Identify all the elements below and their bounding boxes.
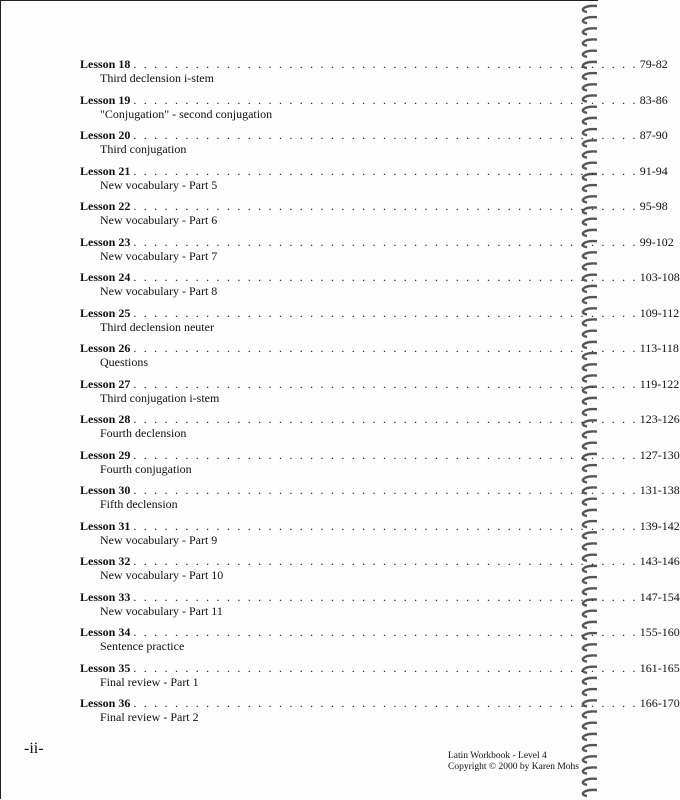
spiral-coil xyxy=(583,543,597,549)
lesson-label: Lesson 31 xyxy=(80,518,131,533)
toc-line xyxy=(80,270,680,284)
page-range: 109-112 xyxy=(639,305,680,320)
spiral-binding xyxy=(569,0,599,800)
page-range: 95-98 xyxy=(639,199,668,213)
spiral-coil xyxy=(583,151,597,157)
spiral-coil xyxy=(583,499,597,505)
dot-leader: . . . . . . . . . . . . . . . . . . . . . . . . . . . . . . . . . . . . . . . . . . . . . . . . . xyxy=(133,518,638,533)
toc-entry xyxy=(80,341,679,377)
toc-line xyxy=(80,57,668,71)
dot-leader: . . . . . . . . . . . . . . . . . . . . . . . . . . . . . . . . . . . . . . . . . . . . . . . . . xyxy=(133,270,638,284)
dot-leader: . . . . . . . . . . . . . . . . . . . . . . . . . . . . . . . . . . . . . . . . . . . . . . . . . xyxy=(133,696,638,710)
spiral-coil xyxy=(583,331,597,337)
lesson-title: New vocabulary - Part 8 xyxy=(100,284,218,298)
spiral-coil xyxy=(583,364,597,370)
dot-leader: . . . . . . . . . . . . . . . . . . . . . . . . . . . . . . . . . . . . . . . . . . . . . . . . . xyxy=(133,376,638,391)
toc-entry xyxy=(80,234,674,271)
lesson-label: Lesson 35 xyxy=(80,660,131,675)
toc-entry xyxy=(80,412,680,448)
toc-entry xyxy=(80,447,680,484)
toc-entry xyxy=(80,270,680,306)
page-range: 83-86 xyxy=(639,92,668,107)
lesson-title: New vocabulary - Part 9 xyxy=(100,532,218,547)
lesson-title: Fifth declension xyxy=(100,497,178,511)
table-of-contents xyxy=(80,57,680,732)
toc-entry xyxy=(80,625,680,661)
spiral-coil xyxy=(583,84,597,90)
lesson-label: Lesson 23 xyxy=(80,234,131,249)
lesson-label: Lesson 36 xyxy=(80,696,131,710)
spiral-coil xyxy=(583,734,597,740)
dot-leader: . . . . . . . . . . . . . . . . . . . . . . . . . . . . . . . . . . . . . . . . . . . . . . . . . xyxy=(133,57,638,71)
toc-line xyxy=(80,376,680,391)
dot-leader: . . . . . . . . . . . . . . . . . . . . . . . . . . . . . . . . . . . . . . . . . . . . . . . . . xyxy=(133,483,638,497)
lesson-title: New vocabulary - Part 7 xyxy=(100,248,218,263)
lesson-title: Final review - Part 1 xyxy=(100,674,199,689)
toc-entry xyxy=(80,554,680,590)
toc-entry xyxy=(80,199,668,235)
spiral-coil xyxy=(583,476,597,482)
spiral-coil xyxy=(583,118,597,124)
toc-line xyxy=(80,234,674,249)
page-range: 131-138 xyxy=(639,483,680,497)
lesson-title: New vocabulary - Part 6 xyxy=(100,213,218,227)
spiral-coil xyxy=(583,73,597,79)
footer xyxy=(448,751,579,773)
lesson-label: Lesson 29 xyxy=(80,447,131,462)
toc-line xyxy=(80,128,668,142)
toc-line xyxy=(80,92,668,107)
book-title: Latin Workbook - Level 4 xyxy=(448,751,547,761)
lesson-title: New vocabulary - Part 5 xyxy=(100,177,218,192)
page-range: 91-94 xyxy=(639,163,668,178)
dot-leader: . . . . . . . . . . . . . . . . . . . . . . . . . . . . . . . . . . . . . . . . . . . . . . . . . xyxy=(133,341,638,355)
spiral-coil xyxy=(583,252,597,258)
toc-line xyxy=(80,412,680,426)
toc-line xyxy=(80,483,680,497)
spiral-coil xyxy=(583,756,597,762)
lesson-label: Lesson 26 xyxy=(80,341,131,355)
dot-leader: . . . . . . . . . . . . . . . . . . . . . . . . . . . . . . . . . . . . . . . . . . . . . . . . . xyxy=(133,92,638,107)
lesson-title: Fourth declension xyxy=(100,426,187,440)
spiral-coil xyxy=(583,510,597,516)
spiral-coil xyxy=(583,431,597,437)
toc-line xyxy=(80,554,680,568)
spiral-coil xyxy=(583,745,597,751)
toc-entry xyxy=(80,163,668,200)
toc-line xyxy=(80,625,680,639)
dot-leader: . . . . . . . . . . . . . . . . . . . . . . . . . . . . . . . . . . . . . . . . . . . . . . . . . xyxy=(133,163,638,178)
page-range: 113-118 xyxy=(639,341,679,355)
toc-entry xyxy=(80,518,680,555)
spiral-coil xyxy=(583,678,597,684)
spiral-coil xyxy=(583,319,597,325)
page-range: 155-160 xyxy=(639,625,680,639)
spiral-coil xyxy=(583,767,597,773)
toc-line xyxy=(80,447,680,462)
toc-entry xyxy=(80,660,680,697)
lesson-label: Lesson 32 xyxy=(80,554,131,568)
spiral-coil xyxy=(583,107,597,113)
spiral-coil xyxy=(583,39,597,45)
spiral-coil xyxy=(583,286,597,292)
lesson-label: Lesson 18 xyxy=(80,57,131,71)
spiral-coil xyxy=(583,779,597,785)
toc-entry xyxy=(80,57,668,93)
copyright-text: Copyright © 2000 by Karen Mohs xyxy=(448,762,579,772)
lesson-title: New vocabulary - Part 10 xyxy=(100,568,224,582)
lesson-label: Lesson 27 xyxy=(80,376,131,391)
spiral-coil xyxy=(583,532,597,538)
lesson-title: Final review - Part 2 xyxy=(100,710,199,724)
lesson-title: Third conjugation i-stem xyxy=(100,390,220,405)
page-range: 143-146 xyxy=(639,554,680,568)
spiral-coil xyxy=(583,28,597,34)
page-range: 103-108 xyxy=(639,270,680,284)
dot-leader: . . . . . . . . . . . . . . . . . . . . . . . . . . . . . . . . . . . . . . . . . . . . . . . . . xyxy=(133,234,638,249)
dot-leader: . . . . . . . . . . . . . . . . . . . . . . . . . . . . . . . . . . . . . . . . . . . . . . . . . xyxy=(133,554,638,568)
dot-leader: . . . . . . . . . . . . . . . . . . . . . . . . . . . . . . . . . . . . . . . . . . . . . . . . . xyxy=(133,412,638,426)
lesson-label: Lesson 19 xyxy=(80,92,131,107)
spiral-coil xyxy=(583,6,597,12)
lesson-title: "Conjugation" - second conjugation xyxy=(100,106,273,121)
lesson-title: Third conjugation xyxy=(100,142,187,156)
lesson-title: Sentence practice xyxy=(100,639,185,653)
lesson-label: Lesson 30 xyxy=(80,483,131,497)
lesson-title: Third declension neuter xyxy=(100,319,214,334)
spiral-coil xyxy=(583,219,597,225)
toc-entry xyxy=(80,376,680,413)
toc-line xyxy=(80,341,679,355)
dot-leader: . . . . . . . . . . . . . . . . . . . . . . . . . . . . . . . . . . . . . . . . . . . . . . . . . xyxy=(133,128,638,142)
spiral-coil xyxy=(583,263,597,269)
toc-line xyxy=(80,660,680,675)
spiral-coil xyxy=(583,611,597,617)
dot-leader: . . . . . . . . . . . . . . . . . . . . . . . . . . . . . . . . . . . . . . . . . . . . . . . . . xyxy=(133,589,638,604)
lesson-label: Lesson 34 xyxy=(80,625,131,639)
lesson-title: Questions xyxy=(100,355,148,369)
lesson-title: Fourth conjugation xyxy=(100,461,192,476)
dot-leader: . . . . . . . . . . . . . . . . . . . . . . . . . . . . . . . . . . . . . . . . . . . . . . . . . xyxy=(133,199,638,213)
spiral-coil xyxy=(583,465,597,471)
page-range: 87-90 xyxy=(639,128,668,142)
toc-line xyxy=(80,163,668,178)
dot-leader: . . . . . . . . . . . . . . . . . . . . . . . . . . . . . . . . . . . . . . . . . . . . . . . . . xyxy=(133,625,638,639)
dot-leader: . . . . . . . . . . . . . . . . . . . . . . . . . . . . . . . . . . . . . . . . . . . . . . . . . xyxy=(133,447,638,462)
page-range: 127-130 xyxy=(639,447,680,462)
page-number: -ii- xyxy=(24,740,44,757)
lesson-label: Lesson 21 xyxy=(80,163,131,178)
spiral-coil xyxy=(583,51,597,57)
toc-line xyxy=(80,589,680,604)
spiral-coil xyxy=(583,185,597,191)
spiral-coil xyxy=(583,644,597,650)
toc-line xyxy=(80,696,680,710)
toc-line xyxy=(80,305,680,320)
dot-leader: . . . . . . . . . . . . . . . . . . . . . . . . . . . . . . . . . . . . . . . . . . . . . . . . . xyxy=(133,305,638,320)
page-range: 166-170 xyxy=(639,696,680,710)
page-range: 139-142 xyxy=(639,518,680,533)
page-range: 79-82 xyxy=(639,57,668,71)
toc-entry xyxy=(80,305,680,342)
spiral-coil xyxy=(583,711,597,717)
toc-entry xyxy=(80,128,668,164)
lesson-title: Third declension i-stem xyxy=(100,71,214,85)
page-range: 119-122 xyxy=(639,376,680,391)
lesson-label: Lesson 28 xyxy=(80,412,131,426)
lesson-label: Lesson 20 xyxy=(80,128,131,142)
spiral-coil xyxy=(583,577,597,583)
lesson-label: Lesson 22 xyxy=(80,199,131,213)
toc-line xyxy=(80,199,668,213)
toc-entry xyxy=(80,92,668,129)
lesson-title: New vocabulary - Part 11 xyxy=(100,603,223,618)
spiral-coil xyxy=(583,17,597,23)
page-range: 147-154 xyxy=(639,589,680,604)
spiral-coil xyxy=(583,723,597,729)
page-range: 161-165 xyxy=(639,660,680,675)
lesson-label: Lesson 33 xyxy=(80,589,131,604)
page-range: 99-102 xyxy=(639,234,674,249)
spiral-coil xyxy=(583,398,597,404)
spiral-coil xyxy=(583,689,597,695)
toc-entry xyxy=(80,696,680,732)
toc-entry xyxy=(80,483,680,519)
lesson-label: Lesson 25 xyxy=(80,305,131,320)
lesson-label: Lesson 24 xyxy=(80,270,131,284)
toc-line xyxy=(80,518,680,533)
spiral-coil xyxy=(583,297,597,303)
dot-leader: . . . . . . . . . . . . . . . . . . . . . . . . . . . . . . . . . . . . . . . . . . . . . . . . . xyxy=(133,660,638,675)
spiral-coil xyxy=(583,790,597,796)
toc-entry xyxy=(80,589,680,626)
page-range: 123-126 xyxy=(639,412,680,426)
